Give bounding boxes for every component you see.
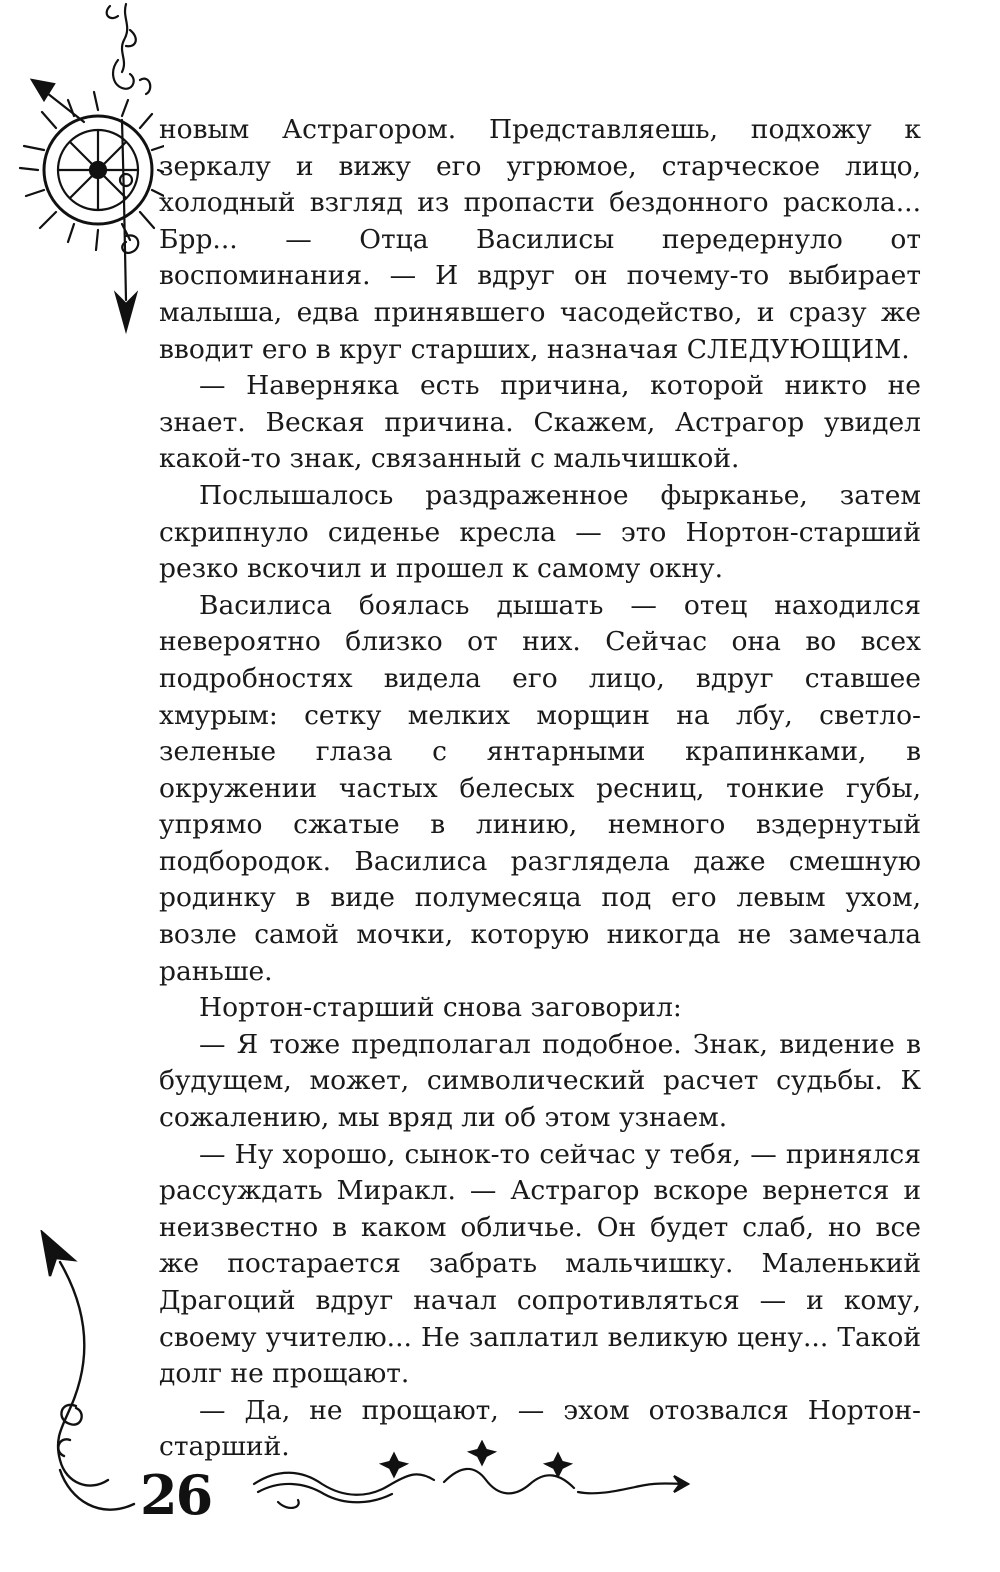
page-text	[159, 112, 921, 1466]
wave-divider-ornament	[248, 1440, 708, 1520]
paragraph-4: Василиса боялась дышать — отец находился невероятно близко от них. Сейчас она во всех подробностях видела его лицо, вдруг ставшее хмурым: сетку мелких морщин на лбу, светло-зеленые глаза с янтарными крапинками, в окружении частых белесых ресниц, тонкие губы, упрямо сжатые в линию, немного вздернутый подбородок. Василиса разглядела даже смешную родинку в виде полумесяца под его левым ухом, возле самой мочки, которую никогда не замечала раньше.	[159, 589, 921, 987]
paragraph-3: Послышалось раздраженное фырканье, затем скрипнуло сиденье кресла — это Нортон-старший резко вскочил и прошел к самому окну.	[159, 479, 921, 585]
swirl-arrow-ornament	[30, 1230, 150, 1530]
page-number: 26	[140, 1463, 212, 1527]
paragraph-7: — Ну хорошо, сынок-то сейчас у тебя, — принялся рассуждать Миракл. — Астрагор вскоре вернется и неизвестно в каком обличье. Он будет слаб, но все же постарается забрать мальчишку. Маленький Драгоций вдруг начал сопротивляться — и кому, своему учителю... Не заплатил великую цену... Такой долг не прощают.	[159, 1138, 921, 1390]
clock-arrow-ornament	[14, 0, 164, 340]
paragraph-8: — Да, не прощают, — эхом отозвался Нортон-старший.	[159, 1394, 921, 1463]
paragraph-6: — Я тоже предполагал подобное. Знак, видение в будущем, может, символический расчет судьбы. К сожалению, мы вряд ли об этом узнаем.	[159, 1028, 921, 1134]
paragraph-1: новым Астрагором. Представляешь, подхожу к зеркалу и вижу его угрюмое, старческое лицо, холодный взгляд из пропасти бездонного раскола... Брр... — Отца Василисы передернуло от воспоминания. — И вдруг он почему-то выбирает малыша, едва принявшего часодейство, и сразу же вводит его в круг старших, назначая СЛЕДУЮЩИМ.	[159, 114, 921, 365]
paragraph-5: Нортон-старший снова заговорил:	[199, 992, 682, 1024]
paragraph-2: — Наверняка есть причина, которой никто не знает. Веская причина. Скажем, Астрагор увидел какой-то знак, связанный с мальчишкой.	[159, 370, 921, 475]
